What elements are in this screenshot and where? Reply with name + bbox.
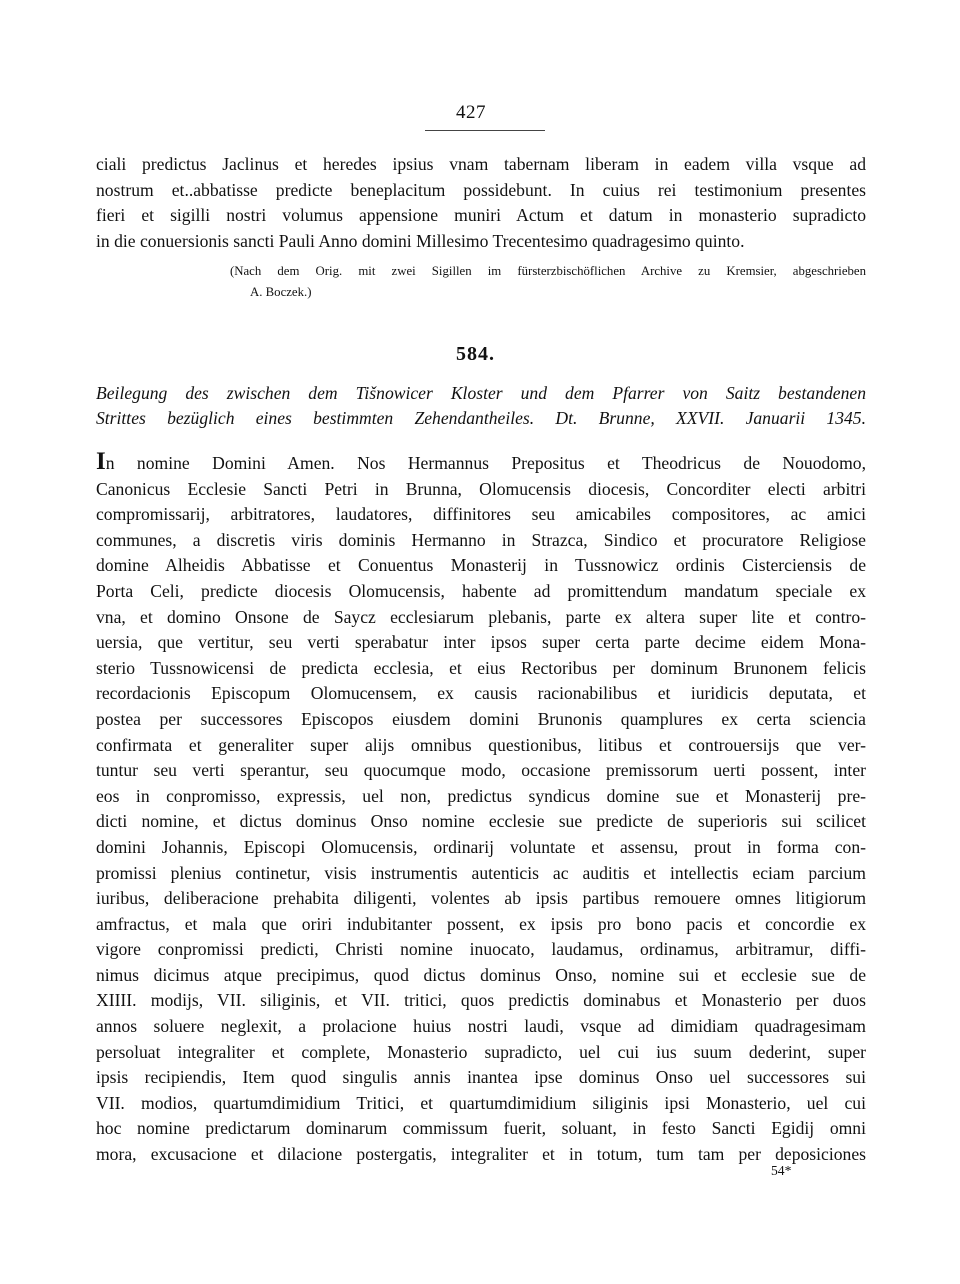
body-line: recordacionis Episcopum Olomucensem, ex causis racionabilibus et iuridicis deputata, et bbox=[96, 683, 866, 704]
first-line-text: n nomine Domini Amen. Nos Hermannus Prepositus et Theodricus de Nouodomo, bbox=[105, 453, 866, 473]
body-line: mora, excusacione et dilacione postergatis, integraliter et in totum, tum tam per deposiciones bbox=[96, 1144, 866, 1165]
body-line: promissi plenius continetur, visis instrumentis autenticis ac auditis et intellectis eciam parcium bbox=[96, 862, 866, 883]
body-line: annos soluere neglexit, a prolacione huius nostri laudi, vsque ad dimidiam quadragesimam bbox=[96, 1016, 866, 1037]
first-body-line bbox=[96, 448, 866, 477]
body-line: vigore conpromissi predicti, Christi nomine inuocato, laudamus, ordinamus, arbitramur, diffi- bbox=[96, 939, 866, 960]
title-line: Strittes bezüglich eines bestimmten Zehendantheiles. Dt. Brunne, XXVII. Januarii 1345. bbox=[96, 408, 866, 428]
body-line: postea per successores Episcopos eiusdem domini Brunonis quamplures ex certa sciencia bbox=[96, 708, 866, 729]
body-line: nimus dicimus atque precipimus, quod dictus dominus Onso, nomine sui et ecclesie sue de bbox=[96, 964, 866, 985]
text-line: fieri et sigilli nostri volumus appensione muniri Actum et datum in monasterio supradicto bbox=[96, 205, 866, 225]
body-line: iuribus, deliberacione prehabita diligenti, volentes ab ipsis partibus remouere omnes litigiorum bbox=[96, 888, 866, 909]
document-title bbox=[96, 381, 866, 431]
title-line: Beilegung des zwischen dem Tišnowicer Kloster und dem Pfarrer von Saitz bestandenen bbox=[96, 383, 866, 403]
source-note-line: A. Boczek.) bbox=[250, 285, 312, 299]
drop-initial: I bbox=[96, 448, 106, 475]
body-line: VII. modios, quartumdimidium Tritici, et quartumdimidium siliginis ipsi Monasterio, uel cui bbox=[96, 1092, 866, 1113]
text-line: in die conuersionis sancti Pauli Anno domini Millesimo Trecentesimo quadragesimo quinto. bbox=[96, 230, 745, 251]
body-line: tuntur seu verti sperantur, seu quocumque modo, occasione premissorum uerti possent, inter bbox=[96, 760, 866, 781]
source-note-line: (Nach dem Orig. mit zwei Sigillen im fürsterzbischöflichen Archive zu Kremsier, abgeschrieben bbox=[230, 264, 866, 278]
body-line: domini Johannis, Episcopi Olomucensis, ordinarij voluntate et assensu, prout in forma con- bbox=[96, 836, 866, 857]
text-line: ciali predictus Jaclinus et heredes ipsius vnam tabernam liberam in eadem villa vsque ad bbox=[96, 154, 866, 174]
page-number: 427 bbox=[456, 102, 486, 123]
signature-mark: 54* bbox=[771, 1163, 792, 1178]
body-line: communes, a discretis viris dominis Hermanno in Strazca, Sindico et procuratore Religiose bbox=[96, 529, 866, 550]
document-body bbox=[96, 448, 866, 1168]
header-rule bbox=[425, 130, 545, 131]
body-line: uersia, que vertitur, seu verti sperabatur inter ipsos super certa parte decime eidem Mona- bbox=[96, 632, 866, 653]
text-line: nostrum et..abbatisse predicte beneplacitum possidebunt. In cuius rei testimonium presentes bbox=[96, 179, 866, 200]
body-line: dicti nomine, et dictus dominus Onso nomine ecclesie sue predicte de superioris sui scilicet bbox=[96, 811, 866, 832]
source-note bbox=[230, 261, 866, 303]
body-line: XIIII. modijs, VII. siliginis, et VII. tritici, quos predictis dominabus et Monasterio per duos bbox=[96, 990, 866, 1011]
body-line: eos in conpromisso, expressis, uel non, predictus syndicus domine sue et Monasterij pre- bbox=[96, 785, 866, 806]
body-line: sterio Tussnowicensi de predicta ecclesia, et eius Rectoribus per dominum Brunonem felicis bbox=[96, 657, 866, 678]
body-line: domine Alheidis Abbatisse et Conuentus Monasterij in Tussnowicz ordinis Cisterciensis de bbox=[96, 555, 866, 576]
body-line: compromissarij, arbitratores, laudatores, diffinitores seu amicabiles compositores, ac amici bbox=[96, 504, 866, 525]
body-line: vna, et domino Onsone de Saycz ecclesiarum plebanis, parte ex altera super lite et contro- bbox=[96, 606, 866, 627]
body-line: amfractus, et mala que oriri indubitanter possent, ex ipsis pro bono pacis et concordie ex bbox=[96, 913, 866, 934]
previous-document-text bbox=[96, 152, 866, 254]
body-line: ipsis recipiendis, Item quod singulis annis inantea ipse dominus Onso uel successores sui bbox=[96, 1067, 866, 1088]
document-number: 584. bbox=[456, 343, 495, 365]
body-line: Porta Celi, predicte diocesis Olomucensis, habente ad promittendum mandatum speciale ex bbox=[96, 580, 866, 601]
body-lines bbox=[96, 477, 866, 1168]
body-line: persoluat integraliter et complete, Monasterio supradicto, uel cui ius suum dederint, super bbox=[96, 1041, 866, 1062]
body-line: hoc nomine predictarum dominarum commissum fuerit, soluant, in festo Sancti Egidij omni bbox=[96, 1118, 866, 1139]
body-line: confirmata et generaliter super alijs omnibus questionibus, litibus et controuersijs que ver- bbox=[96, 734, 866, 755]
body-line: Canonicus Ecclesie Sancti Petri in Brunna, Olomucensis diocesis, Concorditer electi arbitri bbox=[96, 478, 866, 499]
